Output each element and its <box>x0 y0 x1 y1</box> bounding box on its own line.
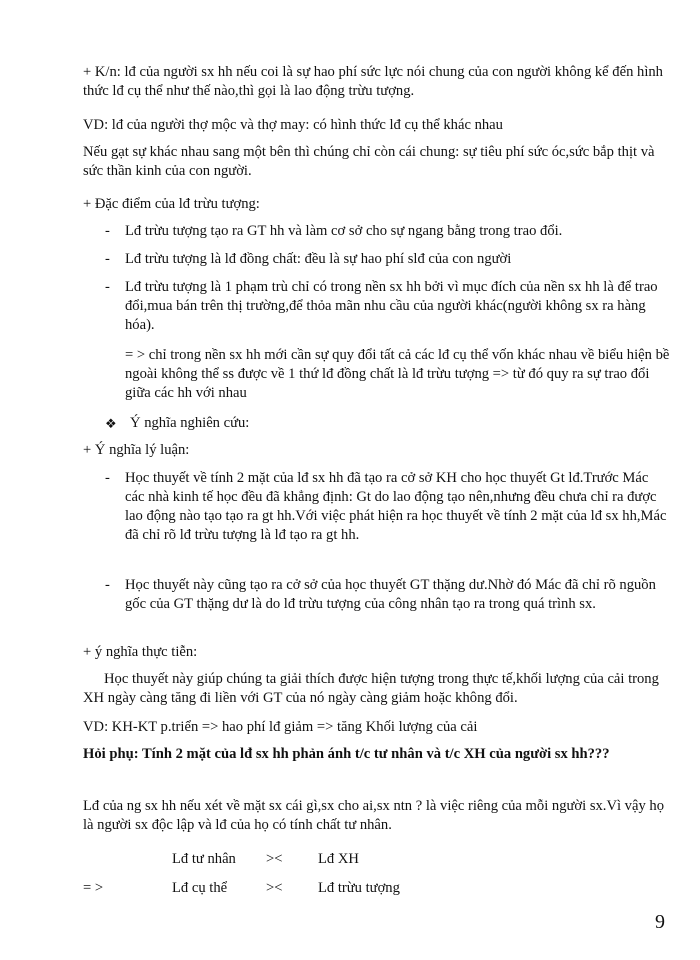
bullet-marker: - <box>105 279 110 295</box>
page-number: 9 <box>655 911 665 933</box>
heading-practical-meaning: + ý nghĩa thực tiễn: <box>83 644 198 660</box>
compare-left: Lđ tư nhân <box>172 851 236 867</box>
bullet-item-1: Lđ trừu tượng tạo ra GT hh và làm cơ sở cho sự ngang bằng trong trao đổi. <box>125 223 563 239</box>
bullet-item-2: Lđ trừu tượng là lđ đồng chất: đều là sự hao phí slđ của con người <box>125 251 512 267</box>
paragraph-private-labor: Lđ của ng sx hh nếu xét về mặt sx cái gì,sx cho ai,sx ntn ? là việc riêng của mỗi người sx.Vì vậy họ là người sx độc lập và lđ của họ có tính chất tư nhân. <box>83 798 664 833</box>
bullet-item-3: Lđ trừu tượng là 1 phạm trù chỉ có trong nền sx hh bởi vì mục đích của nền sx hh là để trao đổi,mua bán trên thị trường,để thỏa mãn nhu cầu của người khác(người không sx ra hàng hóa). <box>125 279 658 333</box>
paragraph-example-1: VD: lđ của người thợ mộc và thợ may: có hình thức lđ cụ thể khác nhau <box>83 117 503 133</box>
paragraph-conclusion: = > chỉ trong nền sx hh mới cần sự quy đổi tất cả các lđ cụ thể vốn khác nhau về biểu hiện bề ngoài không thể ss được về 1 thứ lđ đồng chất là lđ trừu tượng => từ đó quy ra sự trao đổi giữa các hh với nhau <box>125 347 670 401</box>
compare-right: Lđ XH <box>318 851 359 867</box>
compare-lead-arrow: = > <box>83 880 104 896</box>
bullet-marker: - <box>105 470 110 486</box>
heading-theoretical-meaning: + Ý nghĩa lý luận: <box>83 442 190 458</box>
heading-research-meaning: Ý nghĩa nghiên cứu: <box>130 415 250 431</box>
bullet-marker: - <box>105 577 110 593</box>
bullet-item-4: Học thuyết về tính 2 mặt của lđ sx hh đã tạo ra cở sở KH cho học thuyết Gt lđ.Trước Mác các nhà kinh tế học đều đã khẳng định: Gt do lao động tạo nên,nhưng đều chưa chỉ ra được lao động nào tạo tạo ra gt hh.Với việc phát hiện ra học thuyết về tính 2 mặt của lđ sx hh,Mác đã chỉ rõ lđ trừu tượng là lđ tạo ra gt hh. <box>125 470 667 543</box>
compare-left: Lđ cụ thể <box>172 880 228 896</box>
paragraph-definition: + K/n: lđ của người sx hh nếu coi là sự hao phí sức lực nói chung của con người không kể đến hình thức lđ cụ thể như thế nào,thì gọi là lao động trừu tượng. <box>83 64 663 99</box>
paragraph-example-2: VD: KH-KT p.triển => hao phí lđ giảm => tăng Khối lượng của cải <box>83 719 478 735</box>
compare-symbol: >< <box>266 880 283 896</box>
compare-symbol: >< <box>266 851 283 867</box>
diamond-bullet-icon: ❖ <box>105 416 117 431</box>
heading-characteristics: + Đặc điểm của lđ trừu tượng: <box>83 196 260 212</box>
paragraph-common: Nếu gạt sự khác nhau sang một bên thì chúng chỉ còn cái chung: sự tiêu phí sức óc,sức bắp thịt và sức thần kinh của con người. <box>83 144 655 179</box>
paragraph-practical: Học thuyết này giúp chúng ta giải thích được hiện tượng trong thực tế,khối lượng của cải trong XH ngày càng tăng đi liền với GT của nó ngày càng giảm hoặc không đổi. <box>83 671 659 706</box>
bullet-item-5: Học thuyết này cũng tạo ra cở sở của học thuyết GT thặng dư.Nhờ đó Mác đã chỉ rõ nguồn gốc của GT thặng dư là do lđ trừu tượng của công nhân tạo ra trong quá trình sx. <box>125 577 656 612</box>
bullet-marker: - <box>105 223 110 239</box>
compare-right: Lđ trừu tượng <box>318 880 400 896</box>
paragraph-side-question: Hỏi phụ: Tính 2 mặt của lđ sx hh phản ánh t/c tư nhân và t/c XH của người sx hh??? <box>83 746 610 762</box>
bullet-marker: - <box>105 251 110 267</box>
